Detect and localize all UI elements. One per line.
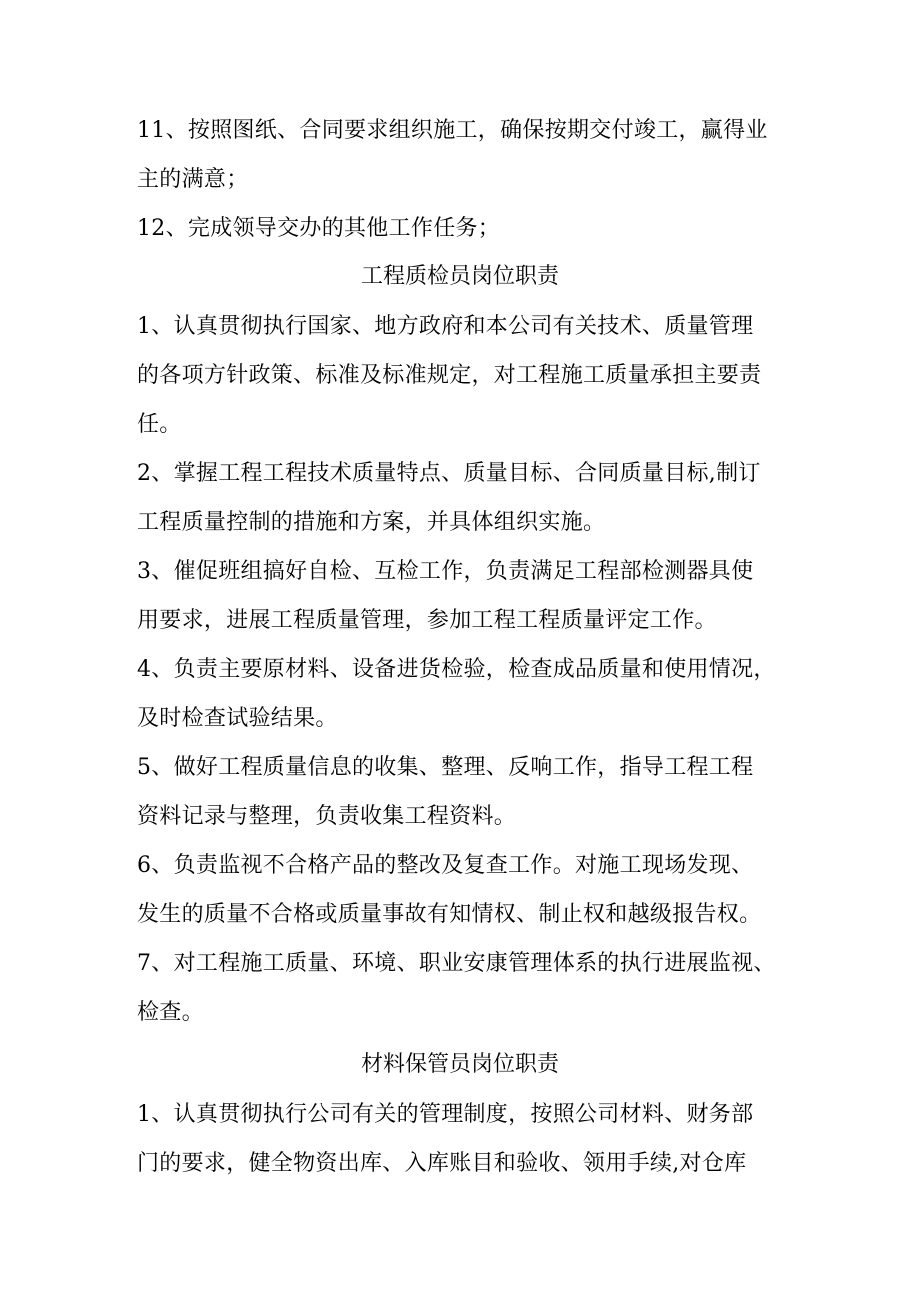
qc-item-1-line-2: 的各项方针政策、标准及标准规定，对工程施工质量承担主要责 [137,363,762,388]
material-item-1-line-2: 门的要求，健全物资出库、入库账目和验收、领用手续,对仓库 [137,1151,747,1176]
qc-item-6-line-2: 发生的质量不合格或质量事故有知情权、制止权和越级报告权。 [137,902,762,927]
duty-item-11-line-2: 主的满意； [137,167,249,192]
material-item-1-line-1: 1、认真贯彻执行公司有关的管理制度，按照公司材料、财务部 [137,1102,754,1127]
duty-item-12-line-1: 12、完成领导交办的其他工作任务； [137,216,501,241]
qc-item-6-line-1: 6、负责监视不合格产品的整改及复查工作。对施工现场发现、 [137,853,754,878]
qc-item-5-line-2: 资料记录与整理，负责收集工程资料。 [137,804,517,829]
qc-item-4-line-1: 4、负责主要原材料、设备进货检验，检查成品质量和使用情况， [137,657,776,682]
qc-item-7-line-1: 7、对工程施工质量、环境、职业安康管理体系的执行进展监视、 [137,951,776,976]
qc-item-2-line-2: 工程质量控制的措施和方案，并具体组织实施。 [137,510,606,535]
qc-item-3-line-2: 用要求，进展工程质量管理，参加工程工程质量评定工作。 [137,608,717,633]
qc-item-1-line-1: 1、认真贯彻执行国家、地方政府和本公司有关技术、质量管理 [137,314,754,339]
section-title-material-keeper: 材料保管员岗位职责 [360,1052,559,1077]
qc-item-2-line-1: 2、掌握工程工程技术质量特点、质量目标、合同质量目标,制订 [137,461,761,486]
qc-item-1-line-3: 任。 [137,412,182,437]
qc-item-4-line-2: 及时检查试验结果。 [137,706,338,731]
section-title-quality-inspector: 工程质检员岗位职责 [360,264,559,289]
qc-item-7-line-2: 检查。 [137,1000,204,1025]
qc-item-3-line-1: 3、催促班组搞好自检、互检工作，负责满足工程部检测器具使 [137,559,754,584]
duty-item-11-line-1: 11、按照图纸、合同要求组织施工，确保按期交付竣工，赢得业 [137,118,768,143]
qc-item-5-line-1: 5、做好工程质量信息的收集、整理、反响工作，指导工程工程 [137,755,754,780]
